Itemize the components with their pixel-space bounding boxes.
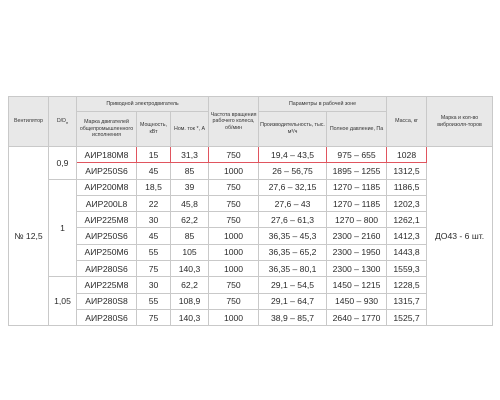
header-speed: Частота вращения рабочего колеса, об/мин: [209, 97, 259, 147]
header-params-group: Параметры в рабочей зоне: [259, 97, 387, 112]
table-row: [9, 261, 493, 277]
table-row: [9, 212, 493, 228]
speed-cell: 750: [209, 179, 259, 195]
ratio-cell: 0,9: [49, 147, 77, 180]
header-productivity: Производительность, тыс. м³/ч: [259, 112, 327, 147]
productivity-cell: 36,35 – 45,3: [259, 228, 327, 244]
power-cell: 22: [137, 195, 171, 211]
pressure-cell: 2300 – 1300: [327, 261, 387, 277]
table-row: [9, 179, 493, 195]
header-ratio-text: D/D: [56, 117, 66, 124]
current-cell: 39: [171, 179, 209, 195]
productivity-cell: 29,1 – 64,7: [259, 293, 327, 309]
brand-cell: АИР280S6: [77, 261, 137, 277]
spec-table-wrapper: [8, 96, 492, 326]
productivity-cell: 26 – 56,75: [259, 163, 327, 179]
power-cell: 45: [137, 228, 171, 244]
productivity-cell: 19,4 – 43,5: [259, 147, 327, 163]
speed-cell: 750: [209, 293, 259, 309]
productivity-cell: 38,9 – 85,7: [259, 309, 327, 325]
productivity-cell: 29,1 – 54,5: [259, 277, 327, 293]
brand-cell: АИР225М8: [77, 277, 137, 293]
current-cell: 62,2: [171, 277, 209, 293]
power-cell: 75: [137, 309, 171, 325]
ratio-cell: 1: [49, 179, 77, 277]
current-cell: 105: [171, 244, 209, 260]
header-motor-brand: Марка двигателей общепромышленного исполнения: [77, 112, 137, 147]
table-row: [9, 309, 493, 325]
vibro-cell: ДО43 - 6 шт.: [427, 147, 493, 326]
pressure-cell: 1270 – 800: [327, 212, 387, 228]
table-header: [9, 97, 493, 147]
header-ratio: [49, 97, 77, 147]
productivity-cell: 36,35 – 65,2: [259, 244, 327, 260]
mass-cell: 1412,3: [387, 228, 427, 244]
productivity-cell: 27,6 – 43: [259, 195, 327, 211]
mass-cell: 1315,7: [387, 293, 427, 309]
table-row: [9, 293, 493, 309]
speed-cell: 750: [209, 277, 259, 293]
current-cell: 108,9: [171, 293, 209, 309]
mass-cell: 1202,3: [387, 195, 427, 211]
pressure-cell: 2300 – 1950: [327, 244, 387, 260]
table-row: [9, 147, 493, 163]
brand-cell: АИР250S6: [77, 228, 137, 244]
mass-cell: 1186,5: [387, 179, 427, 195]
current-cell: 85: [171, 163, 209, 179]
brand-cell: АИР200L8: [77, 195, 137, 211]
speed-cell: 750: [209, 195, 259, 211]
power-cell: 55: [137, 293, 171, 309]
current-cell: 62,2: [171, 212, 209, 228]
mass-cell: 1525,7: [387, 309, 427, 325]
power-cell: 15: [137, 147, 171, 163]
header-power: Мощность, кВт: [137, 112, 171, 147]
brand-cell: АИР280S8: [77, 293, 137, 309]
header-motor-group: Приводной электродвигатель: [77, 97, 209, 112]
productivity-cell: 27,6 – 61,3: [259, 212, 327, 228]
brand-cell: АИР280S6: [77, 309, 137, 325]
mass-cell: 1262,1: [387, 212, 427, 228]
pressure-cell: 975 – 655: [327, 147, 387, 163]
current-cell: 45,8: [171, 195, 209, 211]
brand-cell: АИР180М8: [77, 147, 137, 163]
power-cell: 18,5: [137, 179, 171, 195]
pressure-cell: 1270 – 1185: [327, 195, 387, 211]
brand-cell: АИР200М8: [77, 179, 137, 195]
fan-spec-table: [8, 96, 493, 326]
power-cell: 30: [137, 212, 171, 228]
speed-cell: 1000: [209, 309, 259, 325]
speed-cell: 1000: [209, 163, 259, 179]
mass-cell: 1559,3: [387, 261, 427, 277]
pressure-cell: 1450 – 930: [327, 293, 387, 309]
brand-cell: АИР225М8: [77, 212, 137, 228]
table-row: [9, 277, 493, 293]
speed-cell: 1000: [209, 261, 259, 277]
power-cell: 30: [137, 277, 171, 293]
ratio-cell: 1,05: [49, 277, 77, 326]
brand-cell: АИР250М6: [77, 244, 137, 260]
mass-cell: 1228,5: [387, 277, 427, 293]
table-body: [9, 147, 493, 326]
productivity-cell: 36,35 – 80,1: [259, 261, 327, 277]
productivity-cell: 27,6 – 32,15: [259, 179, 327, 195]
speed-cell: 1000: [209, 244, 259, 260]
header-mass: Масса, кг: [387, 97, 427, 147]
current-cell: 85: [171, 228, 209, 244]
speed-cell: 750: [209, 212, 259, 228]
pressure-cell: 2300 – 2160: [327, 228, 387, 244]
table-row: [9, 163, 493, 179]
table-row: [9, 244, 493, 260]
power-cell: 55: [137, 244, 171, 260]
current-cell: 31,3: [171, 147, 209, 163]
header-ratio-sub: н: [65, 120, 69, 126]
pressure-cell: 2640 – 1770: [327, 309, 387, 325]
pressure-cell: 1270 – 1185: [327, 179, 387, 195]
header-current: Ном. ток *, А: [171, 112, 209, 147]
mass-cell: 1028: [387, 147, 427, 163]
header-vibro: Марка и кол-во виброизоля-торов: [427, 97, 493, 147]
table-row: [9, 195, 493, 211]
speed-cell: 750: [209, 147, 259, 163]
pressure-cell: 1895 – 1255: [327, 163, 387, 179]
table-row: [9, 228, 493, 244]
pressure-cell: 1450 – 1215: [327, 277, 387, 293]
speed-cell: 1000: [209, 228, 259, 244]
header-fan: Вентилятор: [9, 97, 49, 147]
mass-cell: 1443,8: [387, 244, 427, 260]
power-cell: 45: [137, 163, 171, 179]
mass-cell: 1312,5: [387, 163, 427, 179]
fan-number-cell: № 12,5: [9, 147, 49, 326]
brand-cell: АИР250S6: [77, 163, 137, 179]
header-pressure: Полное давление, Па: [327, 112, 387, 147]
current-cell: 140,3: [171, 309, 209, 325]
current-cell: 140,3: [171, 261, 209, 277]
power-cell: 75: [137, 261, 171, 277]
